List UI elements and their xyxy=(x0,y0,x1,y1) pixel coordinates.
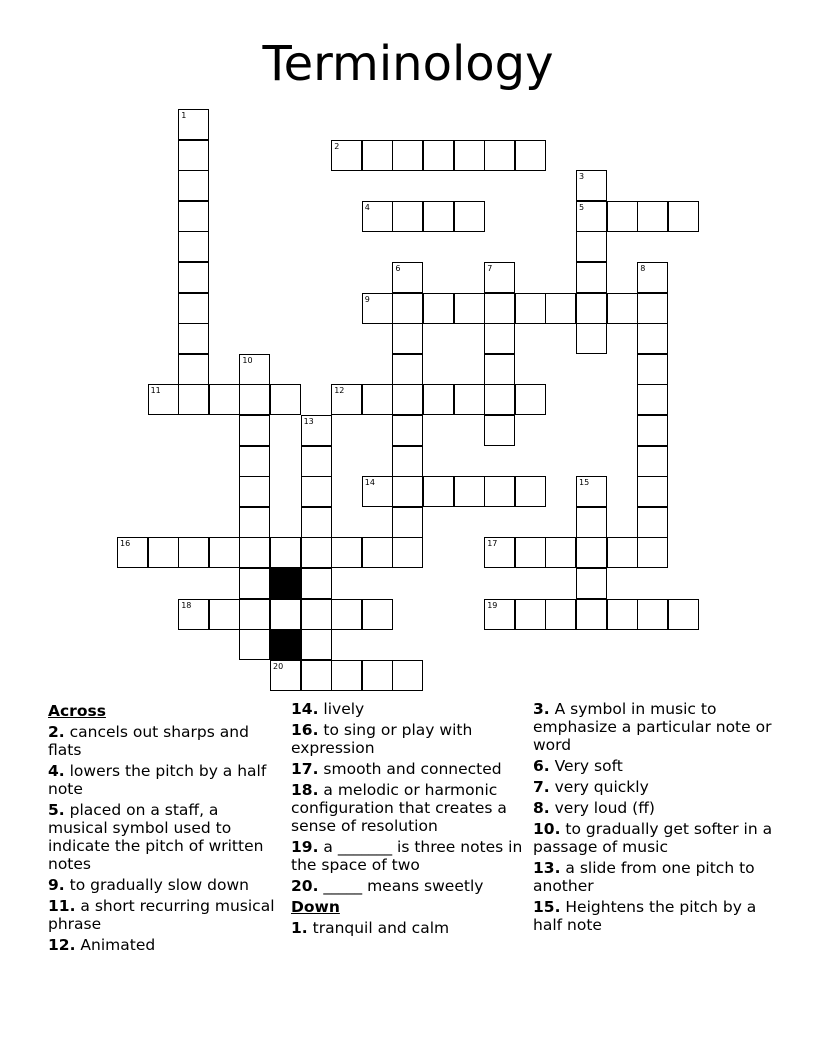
clue-text: smooth and connected xyxy=(323,760,502,778)
clue-number: 3. xyxy=(533,700,550,718)
grid-cell[interactable] xyxy=(362,476,393,507)
grid-cell[interactable] xyxy=(576,262,607,293)
clue-number: 9. xyxy=(48,876,65,894)
clue-number: 2. xyxy=(48,723,65,741)
grid-cell[interactable] xyxy=(362,599,393,630)
grid-cell[interactable] xyxy=(607,599,638,630)
grid-cell[interactable] xyxy=(239,354,270,385)
clue-down-13 xyxy=(533,859,773,895)
grid-cell[interactable] xyxy=(239,568,270,599)
grid-cell[interactable] xyxy=(392,262,423,293)
grid-cell[interactable] xyxy=(239,415,270,446)
grid-cell[interactable] xyxy=(239,599,270,630)
clue-text: very quickly xyxy=(554,778,649,796)
grid-cell[interactable] xyxy=(607,293,638,324)
grid-cell[interactable] xyxy=(239,384,270,415)
grid-cell[interactable] xyxy=(209,537,240,568)
clue-text: a slide from one pitch to another xyxy=(533,859,755,895)
black-cell xyxy=(270,629,301,660)
grid-cell[interactable] xyxy=(331,599,362,630)
grid-cell[interactable] xyxy=(392,140,423,171)
grid-cell[interactable] xyxy=(607,537,638,568)
clue-down-8 xyxy=(533,799,773,817)
clue-text: Heightens the pitch by a half note xyxy=(533,898,757,934)
grid-cell[interactable] xyxy=(668,201,699,232)
clue-text: placed on a staff, a musical symbol used to indicate the pitch of written notes xyxy=(48,801,264,873)
grid-cell[interactable] xyxy=(454,140,485,171)
clue-across-18 xyxy=(291,781,526,835)
grid-cell[interactable] xyxy=(515,599,546,630)
grid-cell[interactable] xyxy=(484,384,515,415)
grid-cell[interactable] xyxy=(637,323,668,354)
clue-number-17: 17 xyxy=(487,539,498,549)
down-heading: Down xyxy=(291,898,340,916)
clue-across-19 xyxy=(291,838,526,874)
grid-cell[interactable] xyxy=(484,476,515,507)
clue-number-2: 2 xyxy=(334,141,340,151)
clue-number-7: 7 xyxy=(487,264,493,273)
grid-cell[interactable] xyxy=(239,476,270,507)
clue-number: 8. xyxy=(533,799,550,817)
grid-cell[interactable] xyxy=(362,293,393,324)
clue-text: tranquil and calm xyxy=(312,919,450,937)
grid-cell[interactable] xyxy=(270,599,301,630)
grid-cell[interactable] xyxy=(637,476,668,507)
clue-number: 1. xyxy=(291,919,308,937)
clue-number-14: 14 xyxy=(364,478,375,488)
grid-cell[interactable] xyxy=(637,507,668,538)
grid-cell[interactable] xyxy=(576,201,607,232)
clue-number-4: 4 xyxy=(364,202,370,212)
grid-cell[interactable] xyxy=(362,140,393,171)
clue-number: 7. xyxy=(533,778,550,796)
grid-cell[interactable] xyxy=(301,629,332,660)
clue-down-6 xyxy=(533,757,773,775)
grid-cell[interactable] xyxy=(331,660,362,691)
grid-cell[interactable] xyxy=(515,476,546,507)
grid-cell[interactable] xyxy=(576,568,607,599)
grid-cell[interactable] xyxy=(423,140,454,171)
grid-cell[interactable] xyxy=(362,660,393,691)
grid-cell[interactable] xyxy=(545,599,576,630)
grid-cell[interactable] xyxy=(178,262,209,293)
grid-cell[interactable] xyxy=(301,446,332,477)
clue-column-3 xyxy=(533,700,773,937)
grid-cell[interactable] xyxy=(178,201,209,232)
clue-number-15: 15 xyxy=(579,478,590,488)
clue-number-5: 5 xyxy=(579,202,585,212)
grid-cell[interactable] xyxy=(301,476,332,507)
clue-across-9 xyxy=(48,876,278,894)
clue-number: 11. xyxy=(48,897,76,915)
grid-cell[interactable] xyxy=(301,568,332,599)
clue-number-12: 12 xyxy=(334,386,345,396)
grid-cell[interactable] xyxy=(362,384,393,415)
clue-across-4 xyxy=(48,762,278,798)
clue-number: 20. xyxy=(291,877,319,895)
clue-column-2 xyxy=(291,700,526,940)
clue-number-13: 13 xyxy=(303,417,314,426)
grid-cell[interactable] xyxy=(392,537,423,568)
clue-text: to sing or play with expression xyxy=(291,721,473,757)
grid-cell[interactable] xyxy=(484,323,515,354)
grid-cell[interactable] xyxy=(637,354,668,385)
grid-cell[interactable] xyxy=(392,293,423,324)
clue-text: Very soft xyxy=(554,757,623,775)
grid-cell[interactable] xyxy=(545,293,576,324)
clue-number: 15. xyxy=(533,898,561,916)
grid-cell[interactable] xyxy=(576,323,607,354)
grid-cell[interactable] xyxy=(362,201,393,232)
grid-cell[interactable] xyxy=(392,660,423,691)
grid-cell[interactable] xyxy=(362,537,393,568)
grid-cell[interactable] xyxy=(423,293,454,324)
clue-number-3: 3 xyxy=(579,172,585,182)
grid-cell[interactable] xyxy=(576,293,607,324)
grid-cell[interactable] xyxy=(637,537,668,568)
grid-cell[interactable] xyxy=(637,599,668,630)
grid-cell[interactable] xyxy=(423,201,454,232)
clue-number-20: 20 xyxy=(273,661,284,671)
grid-cell[interactable] xyxy=(392,415,423,446)
grid-cell[interactable] xyxy=(239,507,270,538)
clue-text: lively xyxy=(323,700,365,718)
clue-across-2 xyxy=(48,723,278,759)
clue-number-1: 1 xyxy=(181,111,187,120)
grid-cell[interactable] xyxy=(576,537,607,568)
grid-cell[interactable] xyxy=(423,476,454,507)
grid-cell[interactable] xyxy=(239,629,270,660)
clue-down-15 xyxy=(533,898,773,934)
grid-cell[interactable] xyxy=(392,507,423,538)
clue-text: lowers the pitch by a half note xyxy=(48,762,267,798)
grid-cell[interactable] xyxy=(209,599,240,630)
grid-cell[interactable] xyxy=(637,201,668,232)
clue-down-7 xyxy=(533,778,773,796)
clue-across-5 xyxy=(48,801,278,873)
clue-number-11: 11 xyxy=(150,386,161,396)
grid-cell[interactable] xyxy=(454,293,485,324)
clue-number: 14. xyxy=(291,700,319,718)
grid-cell[interactable] xyxy=(178,109,209,140)
clue-text: a _______ is three notes in the space of two xyxy=(291,838,523,874)
clue-number: 10. xyxy=(533,820,561,838)
clue-number: 4. xyxy=(48,762,65,780)
clue-number-18: 18 xyxy=(181,600,192,610)
clue-down-1 xyxy=(291,919,526,937)
grid-cell[interactable] xyxy=(392,354,423,385)
grid-cell[interactable] xyxy=(484,140,515,171)
clue-number-10: 10 xyxy=(242,355,253,365)
black-cell xyxy=(270,568,301,599)
clue-column-1 xyxy=(48,700,278,957)
grid-cell[interactable] xyxy=(178,170,209,201)
grid-cell[interactable] xyxy=(239,446,270,477)
grid-cell[interactable] xyxy=(454,476,485,507)
grid-cell[interactable] xyxy=(484,293,515,324)
grid-cell[interactable] xyxy=(637,415,668,446)
grid-cell[interactable] xyxy=(576,170,607,201)
grid-cell[interactable] xyxy=(515,140,546,171)
clue-number-6: 6 xyxy=(395,264,401,273)
clue-text: Animated xyxy=(80,936,156,954)
clue-number-8: 8 xyxy=(640,264,646,273)
grid-cell[interactable] xyxy=(576,507,607,538)
grid-cell[interactable] xyxy=(576,231,607,262)
grid-cell[interactable] xyxy=(637,262,668,293)
grid-cell[interactable] xyxy=(178,231,209,262)
grid-cell[interactable] xyxy=(148,384,179,415)
clue-number-19: 19 xyxy=(487,600,498,610)
grid-cell[interactable] xyxy=(484,354,515,385)
clue-across-17 xyxy=(291,760,526,778)
grid-cell[interactable] xyxy=(545,537,576,568)
grid-cell[interactable] xyxy=(515,384,546,415)
grid-cell[interactable] xyxy=(576,476,607,507)
grid-cell[interactable] xyxy=(270,384,301,415)
clue-across-20 xyxy=(291,877,526,895)
puzzle-title: Terminology xyxy=(262,36,554,92)
grid-cell[interactable] xyxy=(148,537,179,568)
clue-text: to gradually get softer in a passage of music xyxy=(533,820,773,856)
grid-cell[interactable] xyxy=(178,384,209,415)
grid-cell[interactable] xyxy=(637,384,668,415)
grid-cell[interactable] xyxy=(178,537,209,568)
grid-cell[interactable] xyxy=(301,599,332,630)
grid-cell[interactable] xyxy=(178,323,209,354)
grid-cell[interactable] xyxy=(392,201,423,232)
clue-number: 12. xyxy=(48,936,76,954)
clue-text: A symbol in music to emphasize a particular note or word xyxy=(533,700,772,754)
grid-cell[interactable] xyxy=(515,293,546,324)
clue-number: 13. xyxy=(533,859,561,877)
grid-cell[interactable] xyxy=(392,476,423,507)
grid-cell[interactable] xyxy=(576,599,607,630)
clue-text: a short recurring musical phrase xyxy=(48,897,275,933)
grid-cell[interactable] xyxy=(454,384,485,415)
grid-cell[interactable] xyxy=(637,293,668,324)
clue-number-9: 9 xyxy=(364,294,370,304)
grid-cell[interactable] xyxy=(637,446,668,477)
grid-cell[interactable] xyxy=(178,599,209,630)
grid-cell[interactable] xyxy=(331,537,362,568)
grid-cell[interactable] xyxy=(178,354,209,385)
grid-cell[interactable] xyxy=(178,293,209,324)
clue-number: 16. xyxy=(291,721,319,739)
grid-cell[interactable] xyxy=(484,415,515,446)
clue-number: 19. xyxy=(291,838,319,856)
grid-cell[interactable] xyxy=(209,384,240,415)
clue-text: to gradually slow down xyxy=(69,876,249,894)
clue-down-3 xyxy=(533,700,773,754)
grid-cell[interactable] xyxy=(301,660,332,691)
grid-cell[interactable] xyxy=(607,201,638,232)
grid-cell[interactable] xyxy=(515,537,546,568)
clue-text: a melodic or harmonic configuration that creates a sense of resolution xyxy=(291,781,507,835)
clue-across-16 xyxy=(291,721,526,757)
grid-cell[interactable] xyxy=(301,507,332,538)
clue-number: 17. xyxy=(291,760,319,778)
grid-cell[interactable] xyxy=(668,599,699,630)
grid-cell[interactable] xyxy=(484,262,515,293)
grid-cell[interactable] xyxy=(270,660,301,691)
clue-text: _____ means sweetly xyxy=(323,877,484,895)
grid-cell[interactable] xyxy=(331,140,362,171)
clue-number: 5. xyxy=(48,801,65,819)
grid-cell[interactable] xyxy=(392,323,423,354)
clue-text: cancels out sharps and flats xyxy=(48,723,249,759)
grid-cell[interactable] xyxy=(239,537,270,568)
grid-cell[interactable] xyxy=(392,446,423,477)
grid-cell[interactable] xyxy=(392,384,423,415)
grid-cell[interactable] xyxy=(117,537,148,568)
clue-across-12 xyxy=(48,936,278,954)
grid-cell[interactable] xyxy=(301,415,332,446)
clue-across-11 xyxy=(48,897,278,933)
clue-number: 18. xyxy=(291,781,319,799)
grid-cell[interactable] xyxy=(270,537,301,568)
grid-cell[interactable] xyxy=(301,537,332,568)
clue-number-16: 16 xyxy=(120,539,131,549)
grid-cell[interactable] xyxy=(178,140,209,171)
clue-across-14 xyxy=(291,700,526,718)
across-heading: Across xyxy=(48,702,106,720)
grid-cell[interactable] xyxy=(454,201,485,232)
clue-number: 6. xyxy=(533,757,550,775)
grid-cell[interactable] xyxy=(331,384,362,415)
grid-cell[interactable] xyxy=(423,384,454,415)
clue-text: very loud (ff) xyxy=(554,799,655,817)
grid-cell[interactable] xyxy=(484,599,515,630)
clue-down-10 xyxy=(533,820,773,856)
grid-cell[interactable] xyxy=(484,537,515,568)
